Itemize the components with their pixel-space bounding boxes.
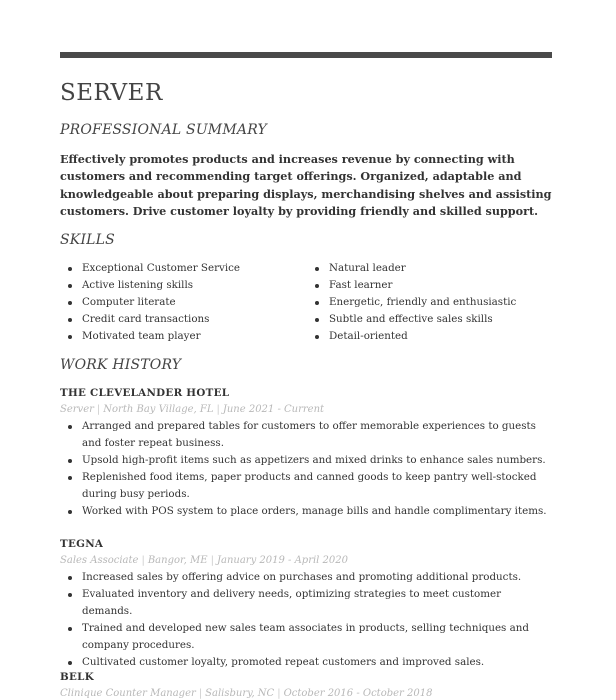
skills-list-right bbox=[307, 260, 516, 345]
job-dates: October 2016 - October 2018 bbox=[283, 688, 433, 699]
job-dates: January 2019 - April 2020 bbox=[216, 555, 349, 566]
skill-item: Fast learner bbox=[307, 277, 516, 294]
skill-item: Computer literate bbox=[60, 294, 240, 311]
skill-item: Motivated team player bbox=[60, 328, 240, 345]
employer-name: THE CLEVELANDER HOTEL bbox=[60, 387, 230, 399]
skill-item-link[interactable]: Active listening skills bbox=[60, 277, 240, 294]
job-dates: June 2021 - Current bbox=[222, 404, 325, 415]
skill-item: Detail-oriented bbox=[307, 328, 516, 345]
resume-name: SERVER bbox=[60, 80, 163, 106]
skills-list-left bbox=[60, 260, 240, 345]
job-bullets bbox=[60, 569, 555, 671]
skill-item: Natural leader bbox=[307, 260, 516, 277]
job-location: Bangor, ME bbox=[147, 555, 208, 566]
job-meta: Server | North Bay Village, FL | June 2021 - Current bbox=[60, 404, 325, 415]
job-bullet: Trained and developed new sales team associates in products, selling techniques and company procedures. bbox=[60, 620, 552, 654]
job-bullet: Worked with POS system to place orders, manage bills and handle complimentary items. bbox=[60, 503, 552, 520]
employer-name: TEGNA bbox=[60, 538, 104, 550]
job-bullets bbox=[60, 418, 555, 520]
job-bullet: Evaluated inventory and delivery needs, optimizing strategies to meet customer demands. bbox=[60, 586, 552, 620]
job-entry bbox=[60, 536, 555, 671]
skill-item: Energetic, friendly and enthusiastic bbox=[307, 294, 516, 311]
summary-text: Effectively promotes products and increases revenue by connecting with customers and recommending target offerings. Organized, adaptable and knowledgeable about preparing displays, merchandising shelves and assisting customers. Drive customer loyalty by providing friendly and skilled support. bbox=[60, 152, 552, 218]
job-bullet: Arranged and prepared tables for customers to offer memorable experiences to guests and foster repeat business. bbox=[60, 418, 552, 452]
job-meta: Clinique Counter Manager | Salisbury, NC | October 2016 - October 2018 bbox=[60, 688, 433, 699]
skills-heading: SKILLS bbox=[60, 232, 115, 248]
employer-name: BELK bbox=[60, 671, 94, 683]
job-title: Sales Associate bbox=[60, 555, 139, 566]
job-location: North Bay Village, FL bbox=[103, 404, 214, 415]
skill-item: Subtle and effective sales skills bbox=[307, 311, 516, 328]
job-bullet: Increased sales by offering advice on purchases and promoting additional products. bbox=[60, 569, 552, 586]
job-entry bbox=[60, 669, 555, 700]
job-title: Server bbox=[60, 404, 94, 415]
summary-heading: PROFESSIONAL SUMMARY bbox=[60, 122, 267, 138]
header-rule bbox=[60, 52, 552, 58]
skill-item: Exceptional Customer Service bbox=[60, 260, 240, 277]
job-meta: Sales Associate | Bangor, ME | January 2019 - April 2020 bbox=[60, 555, 349, 566]
job-entry bbox=[60, 385, 555, 520]
job-location: Salisbury, NC bbox=[205, 688, 275, 699]
work-history-heading: WORK HISTORY bbox=[60, 357, 182, 373]
job-bullet: Cultivated customer loyalty, promoted repeat customers and improved sales. bbox=[60, 654, 552, 671]
job-title: Clinique Counter Manager bbox=[60, 688, 196, 699]
skill-item: Credit card transactions bbox=[60, 311, 240, 328]
job-bullet: Replenished food items, paper products and canned goods to keep pantry well-stocked during busy periods. bbox=[60, 469, 552, 503]
job-bullet: Upsold high-profit items such as appetizers and mixed drinks to enhance sales numbers. bbox=[60, 452, 552, 469]
